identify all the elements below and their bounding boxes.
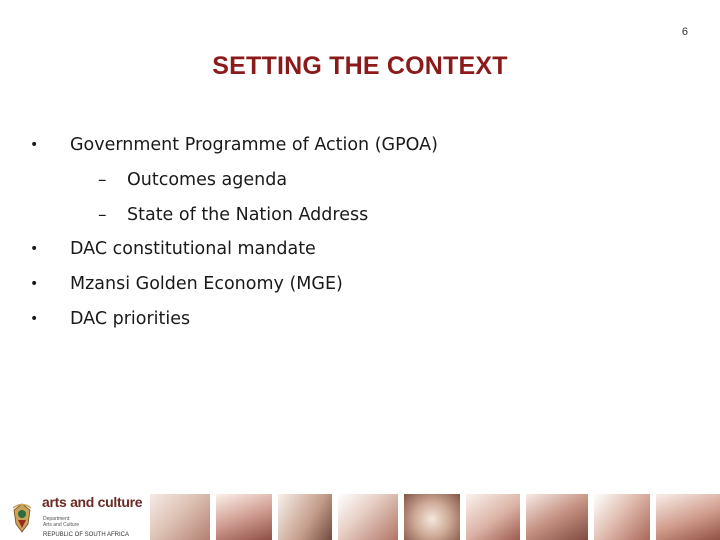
bullet-item <box>24 302 700 337</box>
sub-bullet-item <box>24 163 700 198</box>
bead-pattern-tile <box>404 494 460 540</box>
dash-marker: – <box>98 204 107 225</box>
logo-subtext-2: Arts and Culture <box>43 522 80 528</box>
bullet-text: DAC priorities <box>70 308 191 329</box>
bullet-text: Mzansi Golden Economy (MGE) <box>70 274 343 295</box>
bullet-marker: • <box>30 310 39 327</box>
bullet-text: DAC constitutional mandate <box>70 239 316 260</box>
hand-tile <box>466 494 520 540</box>
slide-number: 6 <box>681 26 688 38</box>
saxophone-tile <box>526 494 588 540</box>
bullet-item <box>24 232 700 267</box>
bullet-marker: • <box>30 241 39 258</box>
image-strip <box>150 490 720 540</box>
coat-of-arms-icon <box>10 502 34 534</box>
slide-title: SETTING THE CONTEXT <box>212 52 508 80</box>
music-tile <box>278 494 332 540</box>
dash-marker: – <box>98 169 107 190</box>
department-logo <box>0 490 150 540</box>
bullet-text: State of the Nation Address <box>127 204 369 225</box>
bullet-item <box>24 267 700 302</box>
logo-text: arts and culture <box>42 494 143 510</box>
bullet-text: Outcomes agenda <box>127 169 288 190</box>
decorative-tile <box>656 494 720 540</box>
dancers-circle-tile <box>594 494 650 540</box>
bullet-text: Government Programme of Action (GPOA) <box>70 135 438 155</box>
logo-subtext-1: Department: <box>43 516 71 522</box>
sub-bullet-item <box>24 198 700 233</box>
figures-tile <box>338 494 398 540</box>
bullet-list <box>24 128 700 337</box>
dancer-tile <box>216 494 272 540</box>
photo-tile <box>150 494 210 540</box>
logo-subtext-3: REPUBLIC OF SOUTH AFRICA <box>43 532 130 538</box>
bullet-marker: • <box>30 137 39 153</box>
footer-band <box>0 490 720 540</box>
bullet-item <box>24 128 700 163</box>
bullet-marker: • <box>30 276 39 293</box>
